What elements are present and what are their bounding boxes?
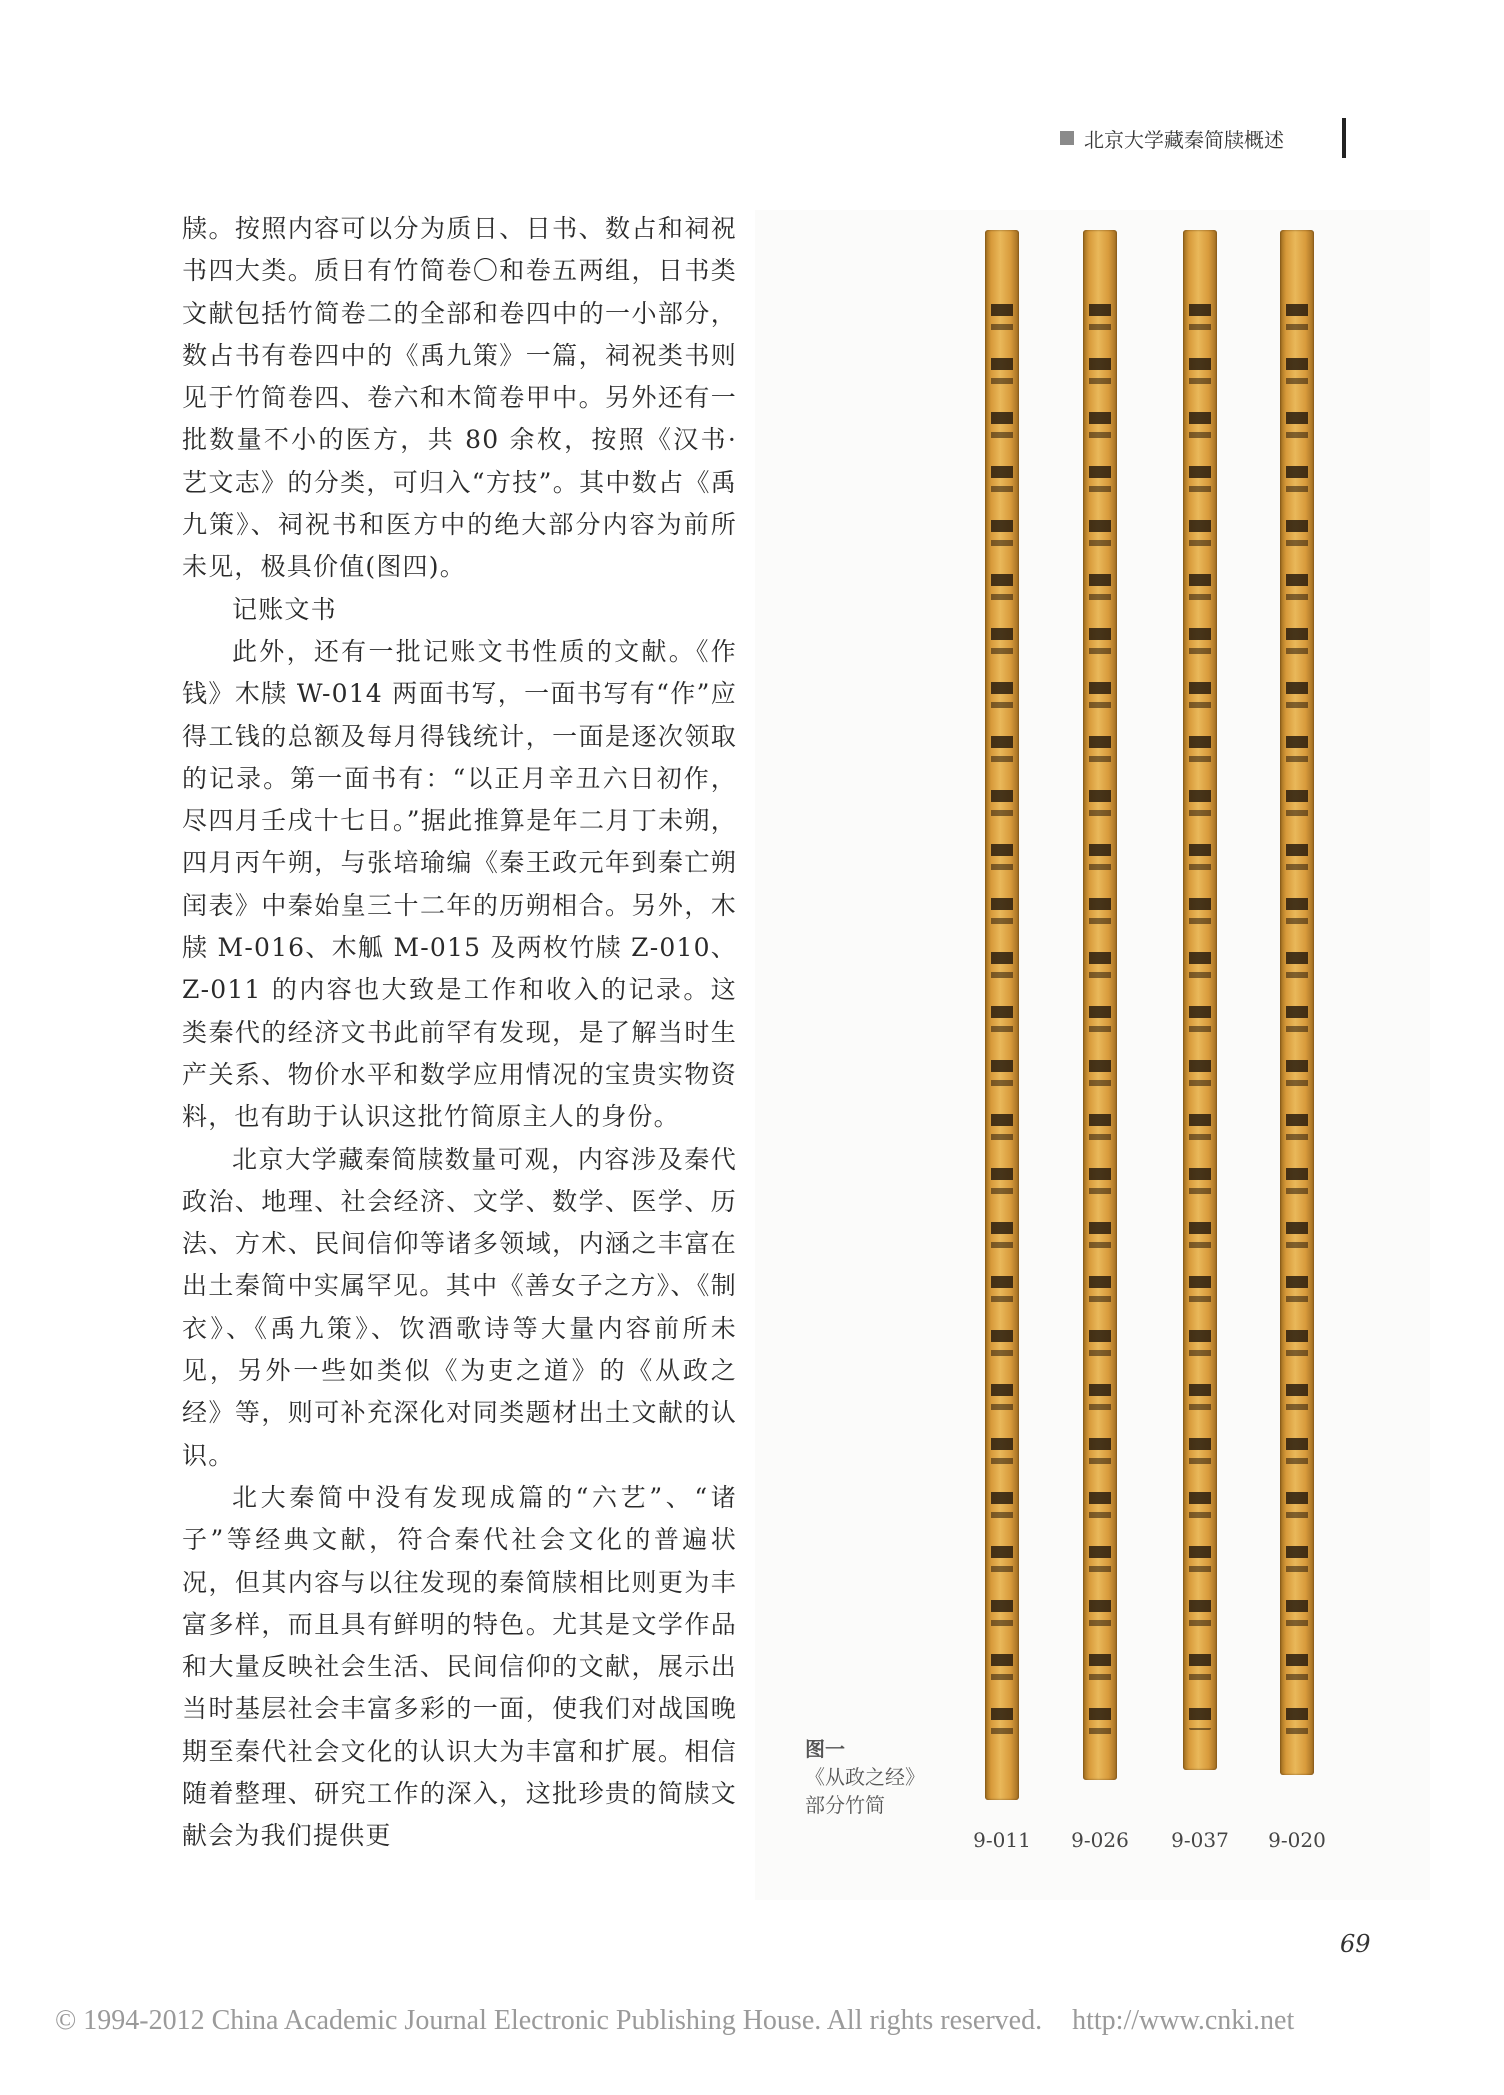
copyright-text: © 1994-2012 China Academic Journal Electronic Publishing House. All rights reserved.	[55, 2005, 1043, 2036]
slip-label: 9-037	[1171, 1828, 1229, 1852]
running-title: 北京大学藏秦简牍概述	[1084, 127, 1284, 152]
paragraph-3: 北京大学藏秦简牍数量可观，内容涉及秦代政治、地理、社会经济、文学、数学、医学、历法、方术、民间信仰等诸多领域，内涵之丰富在出土秦简中实属罕见。其中《善女子之方》、《制衣》、《禹九策》、饮酒歌诗等大量内容前所未见，另外一些如类似《为吏之道》的《从政之经》等，则可补充深化对同类题材出土文献的认识。	[182, 1144, 737, 1470]
figure-number: 图一	[805, 1737, 845, 1761]
header-square-marker	[1060, 131, 1074, 145]
figure-title: 《从政之经》	[805, 1765, 925, 1789]
paragraph-4: 北大秦简中没有发现成篇的“六艺”、“诸子”等经典文献，符合秦代社会文化的普遍状况，但其内容与以往发现的秦简牍相比则更为丰富多样，而且具有鲜明的特色。尤其是文学作品和大量反映社会生活、民间信仰的文献，展示出当时基层社会丰富多彩的一面，使我们对战国晚期至秦代社会文化的认识大为丰富和扩展。相信随着整理、研究工作的深入，这批珍贵的简牍文献会为我们提供更	[182, 1482, 737, 1851]
bamboo-slip-image	[1280, 230, 1314, 1775]
running-header	[1060, 118, 1360, 158]
page-number: 69	[1340, 1930, 1371, 1958]
slip-label: 9-020	[1268, 1828, 1326, 1852]
slip-label: 9-011	[973, 1828, 1031, 1852]
bamboo-slip-image	[985, 230, 1019, 1800]
footer-url: http://www.cnki.net	[1072, 2005, 1295, 2036]
figure-caption	[805, 1735, 925, 1819]
slip-label: 9-026	[1071, 1828, 1129, 1852]
article-body	[182, 208, 737, 1858]
paragraph-2: 此外，还有一批记账文书性质的文献。《作钱》木牍 W-014 两面书写，一面书写有“作”应得工钱的总额及每月得钱统计，一面是逐次领取的记录。第一面书有：“以正月辛丑六日初作，尽四月壬戌十七日。”据此推算是年二月丁未朔，四月丙午朔，与张培瑜编《秦王政元年到秦亡朔闰表》中秦始皇三十二年的历朔相合。另外，木牍 M-016、木觚 M-015 及两枚竹牍 Z-010、Z-011 的内容也大致是工作和收入的记录。这类秦代的经济文书此前罕有发现，是了解当时生产关系、物价水平和数学应用情况的宝贵实物资料，也有助于认识这批竹简原主人的身份。	[182, 636, 737, 1132]
bamboo-slip-image	[1183, 230, 1217, 1770]
section-subheading: 记账文书	[232, 594, 337, 624]
header-vertical-rule	[1342, 118, 1346, 158]
bamboo-slip-image	[1083, 230, 1117, 1780]
paragraph-1: 牍。按照内容可以分为质日、日书、数占和祠祝书四大类。质日有竹简卷〇和卷五两组，日书类文献包括竹简卷二的全部和卷四中的一小部分，数占书有卷四中的《禹九策》一篇，祠祝类书则见于竹简卷四、卷六和木简卷甲中。另外还有一批数量不小的医方，共 80 余枚，按照《汉书·艺文志》的分类，可归入“方技”。其中数占《禹九策》、祠祝书和医方中的绝大部分内容为前所未见，极具价值(图四)。	[182, 214, 737, 582]
figure-subtitle: 部分竹简	[805, 1793, 885, 1817]
copyright-footer	[55, 2005, 1375, 2037]
